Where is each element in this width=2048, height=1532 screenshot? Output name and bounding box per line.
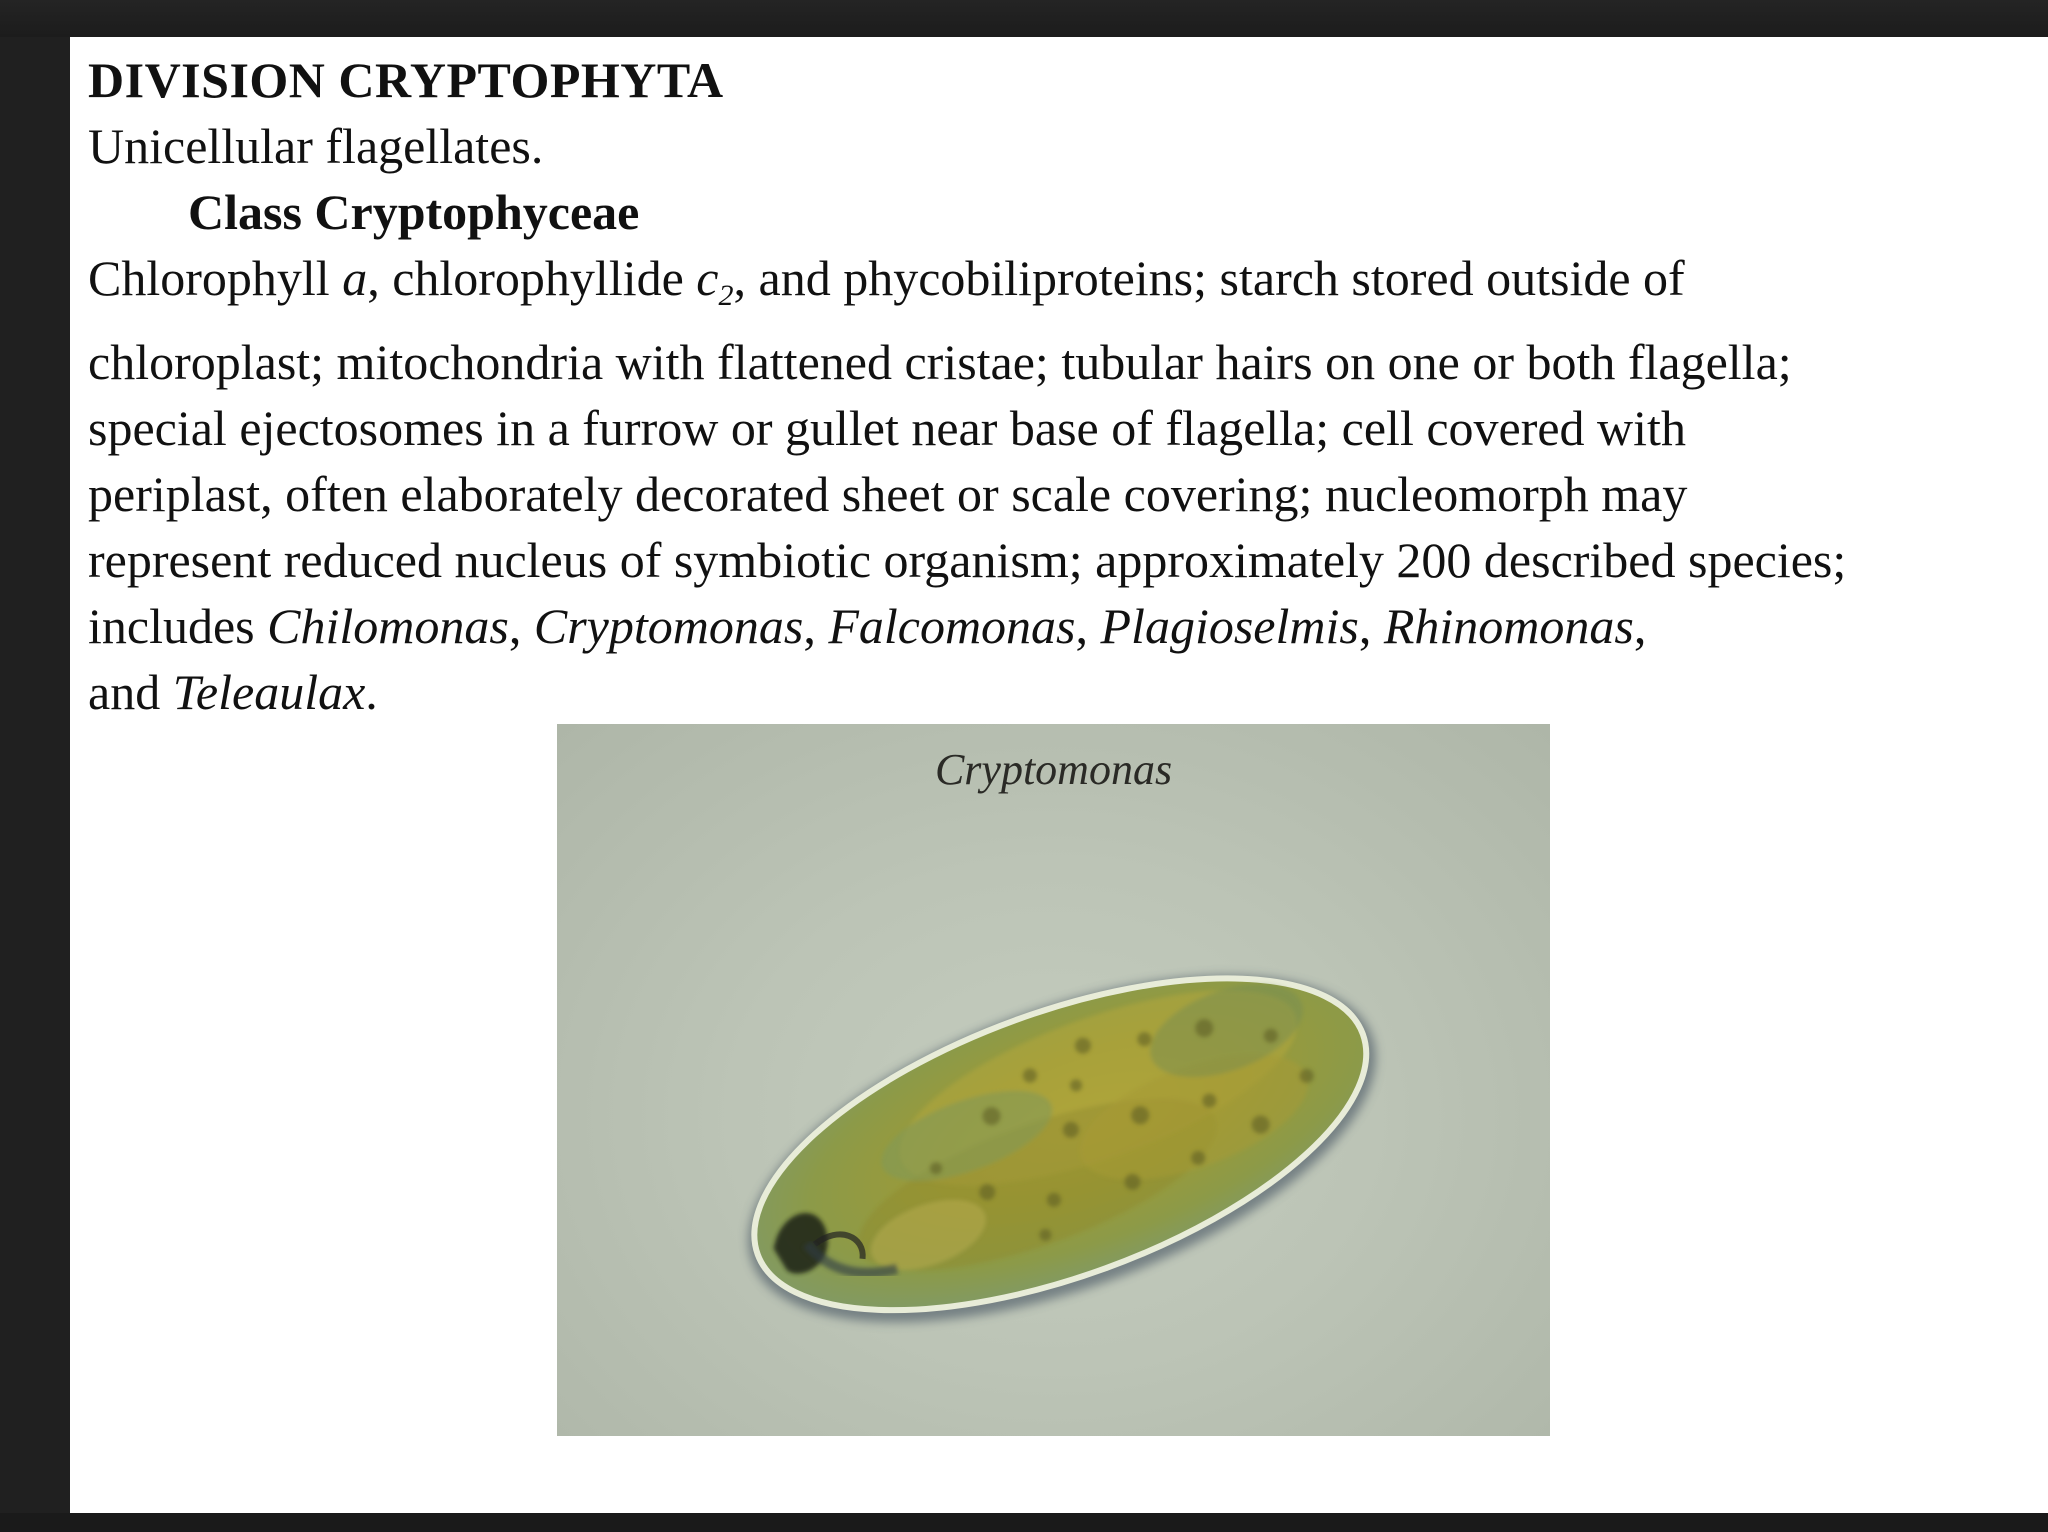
description-line-7: and Teleaulax. xyxy=(88,664,378,720)
genus-name: Plagioselmis xyxy=(1100,598,1359,654)
description-line-5: represent reduced nucleus of symbiotic organism; approximately 200 described species; xyxy=(88,532,1847,588)
genus-name: Falcomonas xyxy=(828,598,1076,654)
genus-name: Rhinomonas xyxy=(1383,598,1634,654)
bottom-bar xyxy=(0,1513,2048,1532)
description-line-6: includes Chilomonas, Cryptomonas, Falcomonas, Plagioselmis, Rhinomonas, xyxy=(88,598,1647,654)
genus-name: Teleaulax xyxy=(172,664,366,720)
class-title: Class Cryptophyceae xyxy=(188,184,640,240)
description-line-4: periplast, often elaborately decorated sheet or scale covering; nucleomorph may xyxy=(88,466,1688,522)
left-margin-bar xyxy=(0,37,70,1513)
cryptomonas-micrograph xyxy=(557,724,1550,1436)
division-title: DIVISION CRYPTOPHYTA xyxy=(88,52,724,108)
genus-name: Cryptomonas xyxy=(533,598,804,654)
figure-caption: Cryptomonas xyxy=(934,745,1173,794)
description-line-1: Chlorophyll a, chlorophyllide $c_2$, and phycobiliproteins; starch stored outside of xyxy=(88,250,1685,312)
genus-name: Chilomonas xyxy=(267,598,509,654)
description-line-2: chloroplast; mitochondria with flattened cristae; tubular hairs on one or both flagella; xyxy=(88,334,1792,390)
top-bar xyxy=(0,0,2048,37)
document-text xyxy=(88,47,2048,725)
description-line-3: special ejectosomes in a furrow or gullet near base of flagella; cell covered with xyxy=(88,400,1686,456)
cell-illustration xyxy=(557,724,1550,1436)
division-subtitle: Unicellular flagellates. xyxy=(88,118,544,174)
document-page xyxy=(70,37,2048,1513)
